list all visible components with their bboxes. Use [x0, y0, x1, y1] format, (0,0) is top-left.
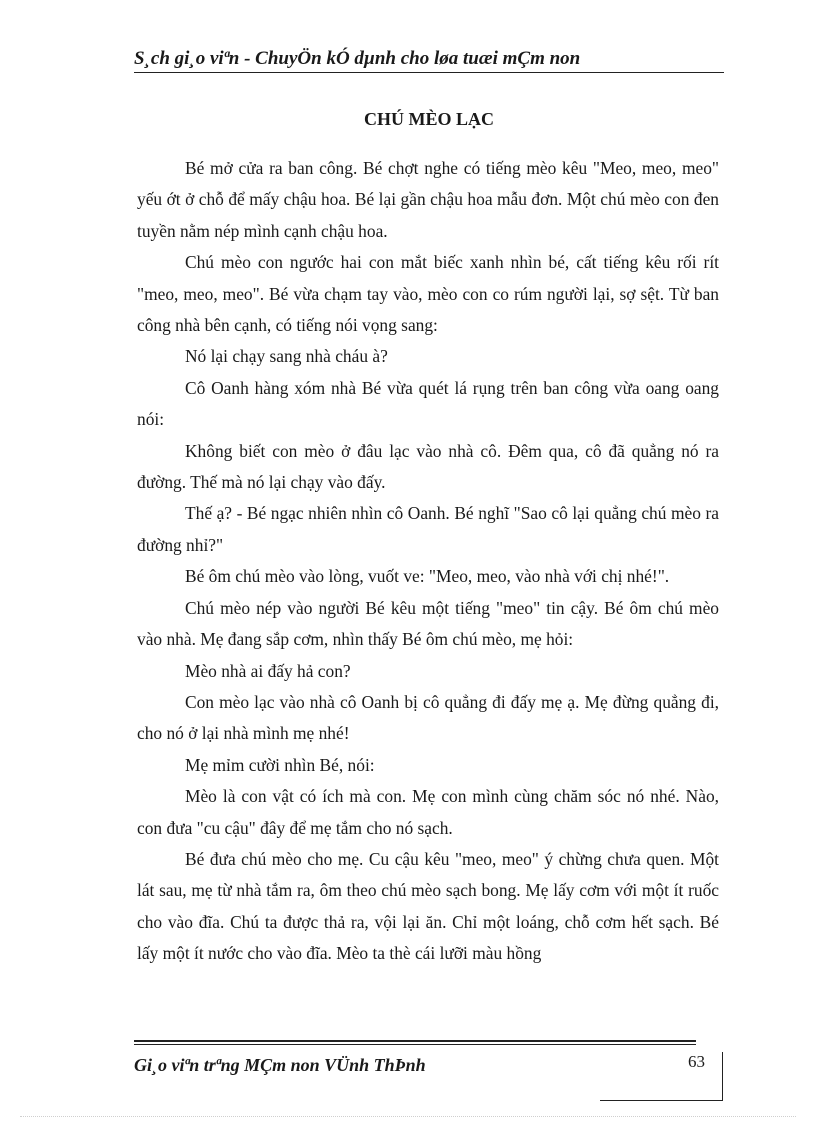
header-rule	[134, 72, 724, 73]
paragraph: Bé đưa chú mèo cho mẹ. Cu cậu kêu "meo, meo" ý chừng chưa quen. Một lát sau, mẹ từ nhà tắm ra, ôm theo chú mèo sạch bong. Mẹ lấy cơm với một ít ruốc cho vào đĩa. Chú ta được thả ra, vội lại ăn. Chỉ một loáng, chỗ cơm hết sạch. Bé lấy một ít nước cho vào đĩa. Mèo ta thè cái lưỡi màu hồng	[137, 848, 719, 964]
paragraph: Bé ôm chú mèo vào lòng, vuốt ve: "Meo, meo, vào nhà với chị nhé!".	[185, 566, 670, 587]
paragraph: Thế ạ? - Bé ngạc nhiên nhìn cô Oanh. Bé nghĩ "Sao cô lại quẳng chú mèo ra đường nhỉ?"	[137, 503, 719, 555]
paragraph: Mẹ mỉm cười nhìn Bé, nói:	[185, 754, 375, 775]
paragraph: Cô Oanh hàng xóm nhà Bé vừa quét lá rụng trên ban công vừa oang oang nói:	[137, 377, 719, 430]
running-header: S¸ch gi¸o viªn - ChuyÖn kÓ dµnh cho løa tuæi mÇm non	[134, 48, 581, 69]
paragraph: Mèo nhà ai đấy hả con?	[185, 660, 351, 681]
page-bottom-dotted-line	[20, 1116, 796, 1117]
page-number: 63	[688, 1052, 705, 1071]
running-footer: Gi¸o viªn trªng MÇm non VÜnh ThÞnh	[134, 1055, 426, 1075]
paragraph: Mèo là con vật có ích mà con. Mẹ con mình cùng chăm sóc nó nhé. Nào, con đưa "cu cậu" đây để mẹ tắm cho nó sạch.	[137, 786, 719, 838]
paragraph: Nó lại chạy sang nhà cháu à?	[185, 346, 388, 367]
story-title: CHÚ MÈO LẠC	[364, 109, 494, 129]
paragraph: Chú mèo nép vào người Bé kêu một tiếng "meo" tin cậy. Bé ôm chú mèo vào nhà. Mẹ đang sắp cơm, nhìn thấy Bé ôm chú mèo, mẹ hỏi:	[137, 597, 719, 650]
page-number-frame-side	[722, 1052, 723, 1100]
paragraph: Không biết con mèo ở đâu lạc vào nhà cô. Đêm qua, cô đã quẳng nó ra đường. Thế mà nó lại chạy vào đấy.	[137, 440, 719, 493]
story-body	[137, 153, 719, 970]
paragraph: Bé mở cửa ra ban công. Bé chợt nghe có tiếng mèo kêu "Meo, meo, meo" yếu ớt ở chỗ để mấy chậu hoa. Bé lại gần chậu hoa mẫu đơn. Một chú mèo con đen tuyền nằm nép mình cạnh chậu hoa.	[137, 158, 719, 241]
footer-rule-inner	[134, 1044, 696, 1045]
page-number-frame-bottom	[600, 1100, 723, 1101]
paragraph: Con mèo lạc vào nhà cô Oanh bị cô quẳng đi đấy mẹ ạ. Mẹ đừng quẳng đi, cho nó ở lại nhà mình mẹ nhé!	[137, 691, 719, 744]
footer-rule	[134, 1040, 696, 1042]
paragraph: Chú mèo con ngước hai con mắt biếc xanh nhìn bé, cất tiếng kêu rối rít "meo, meo, meo". Bé vừa chạm tay vào, mèo con co rúm người lại, sợ sệt. Từ ban công nhà bên cạnh, có tiếng nói vọng sang:	[137, 252, 719, 336]
